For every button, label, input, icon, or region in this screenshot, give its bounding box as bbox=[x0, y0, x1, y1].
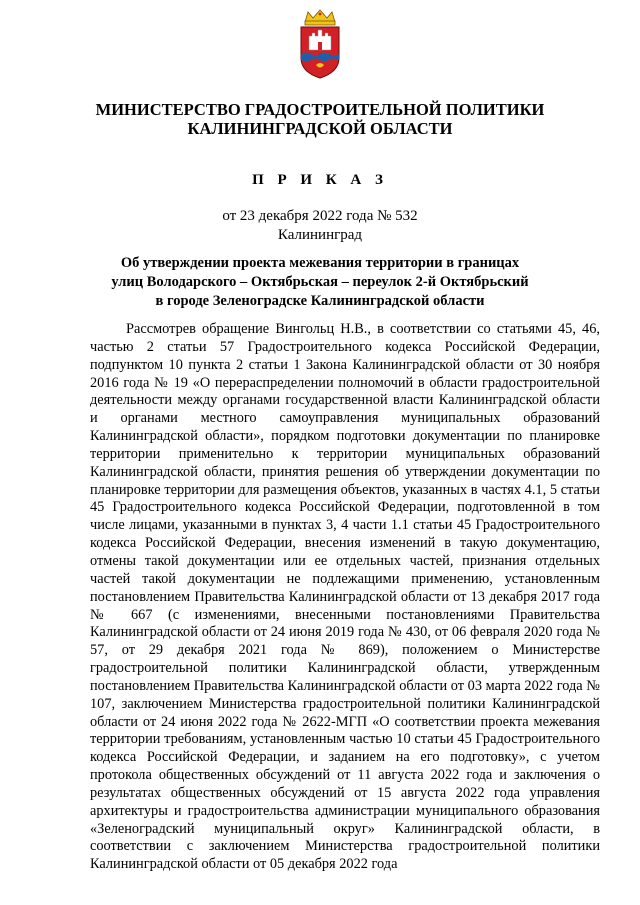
ministry-name-line1: МИНИСТЕРСТВО ГРАДОСТРОИТЕЛЬНОЙ ПОЛИТИКИ bbox=[95, 100, 545, 119]
order-date-number: от 23 декабря 2022 года № 532 bbox=[222, 208, 418, 224]
order-body bbox=[90, 321, 600, 874]
subject-line3: в городе Зеленоградске Калининградской области bbox=[155, 293, 485, 309]
order-info bbox=[60, 207, 580, 245]
order-city: Калининград bbox=[277, 227, 363, 243]
order-subject bbox=[80, 254, 560, 311]
kaliningrad-coat-of-arms-icon bbox=[297, 8, 343, 80]
body-paragraph: Рассмотрев обращение Вингольц Н.В., в соответствии со статьями 45, 46, частью 2 статьи 57 Градостроительного кодекса Российской Федерации, подпунктом 10 пункта 2 статьи 1 Закона Калининградской области от 30 ноября 2016 года № 19 «О перераспределении полномочий в области градостроительной деятельности между органами государственной власти Калининградской области и органами местного самоуправления муниципальных образований Калининградской области», порядком подготовки документации по планировке территории применительно к территории муниципальных образований Калининградской области, принятия решения об утверждении документации по планировке территории для размещения объектов, указанных в частях 4.1, 5 статьи 45 Градостроительного кодекса Российской Федерации, подготовленной в том числе лицами, указанными в пунктах 3, 4 части 1.1 статьи 45 Градостроительного кодекса Российской Федерации, внесения изменений в такую документацию, отмены такой документации или ее отдельных частей, признания отдельных частей такой документации не подлежащими применению, установленным постановлением Правительства Калининградской области от 13 декабря 2017 года № 667 (с изменениями, внесенными постановлениями Правительства Калининградской области от 24 июня 2019 года № 430, от 06 февраля 2020 года № 57, от 29 декабря 2021 года № 869), положением о Министерстве градостроительной политики Калининградской области, утвержденным постановлением Правительства Калининградской области от 03 марта 2022 года № 107, заключением Министерства градостроительной политики Калининградской области от 24 июня 2022 года № 2622-МГП «О соответствии проекта межевания территории требованиям, установленным частью 10 статьи 45 Градостроительного кодекса Российской Федерации, и заданием на его подготовку», с учетом протокола общественных обсуждений от 11 августа 2022 года и заключения о результатах общественных обсуждений от 15 августа 2022 года управления архитектуры и градостроительства администрации муниципального образования «Зеленоградский муниципальный округ» Калининградской области, в соответствии с заключением Министерства градостроительной политики Калининградской области от 05 декабря 2022 года bbox=[90, 321, 600, 873]
order-title: П Р И К А З bbox=[252, 172, 388, 188]
ministry-name-line2: КАЛИНИНГРАДСКОЙ ОБЛАСТИ bbox=[187, 119, 453, 138]
subject-line2: улиц Володарского – Октябрьская – переулок 2-й Октябрьский bbox=[111, 274, 529, 290]
ministry-header bbox=[60, 100, 580, 138]
subject-line1: Об утверждении проекта межевания территории в границах bbox=[120, 255, 520, 271]
